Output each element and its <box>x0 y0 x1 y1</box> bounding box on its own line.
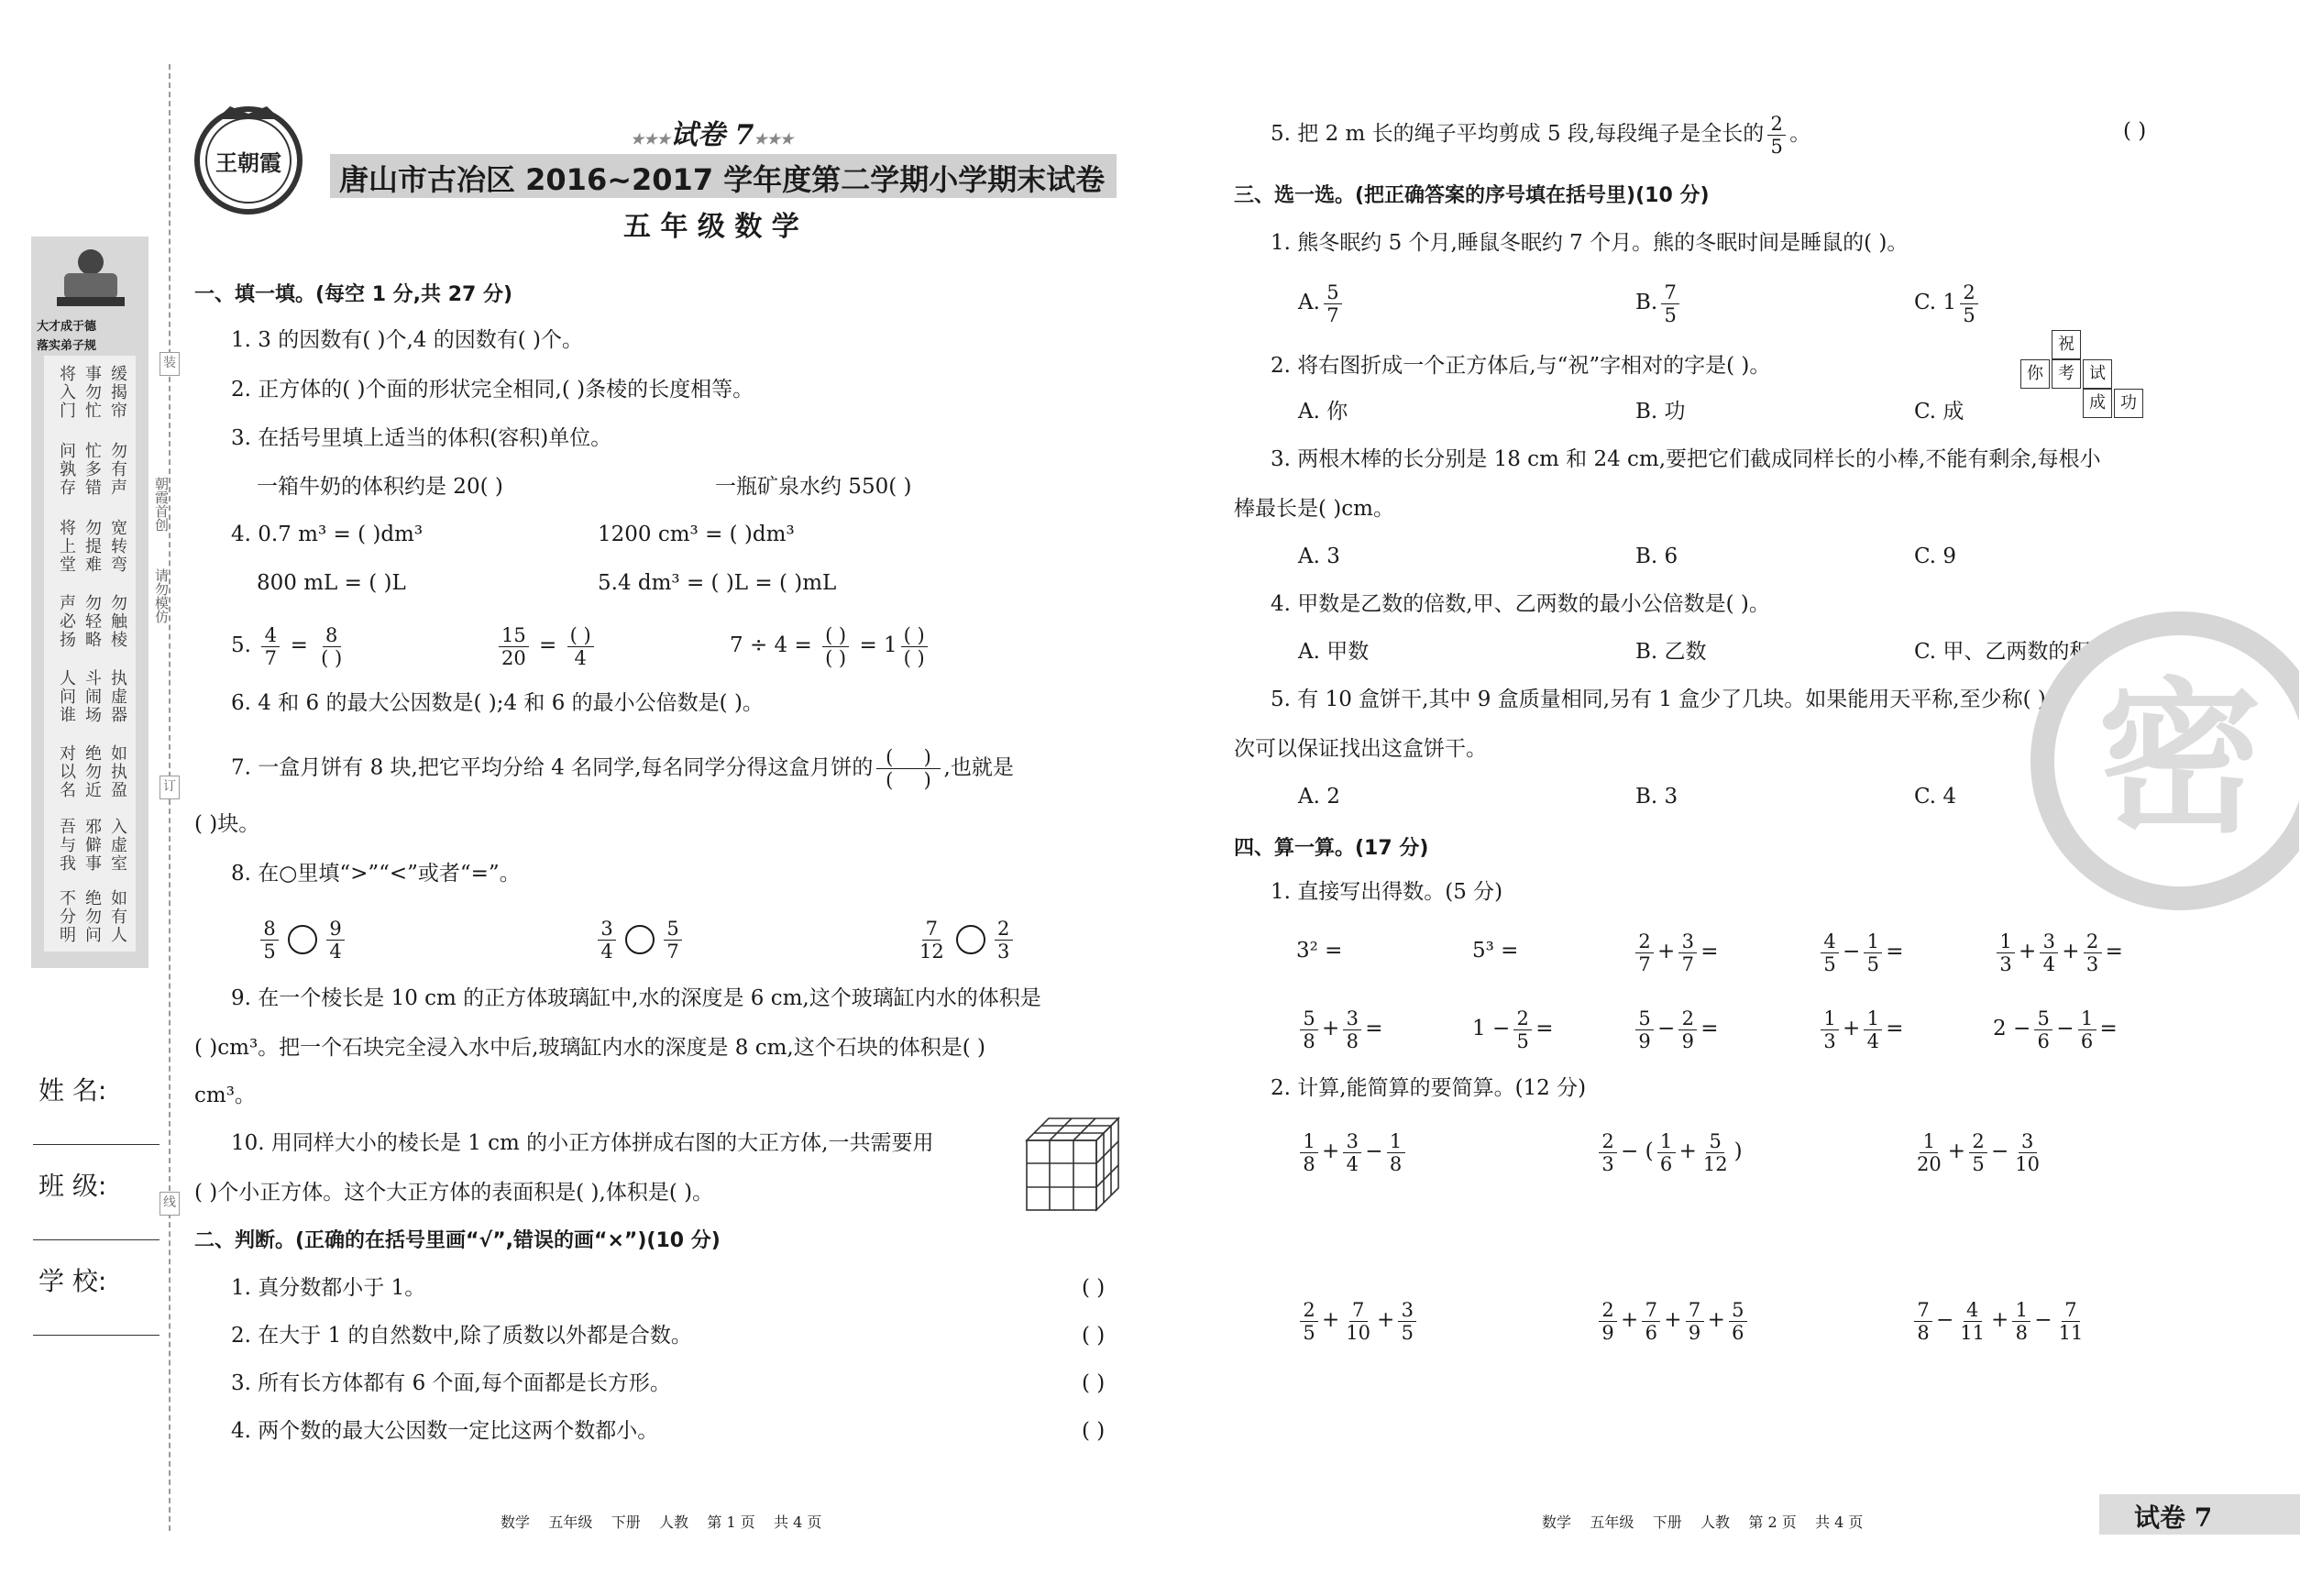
school-field-line[interactable] <box>33 1335 160 1336</box>
fraction-blank[interactable]: $\frac{( )}{( )}$ <box>876 746 940 791</box>
paper-tag-text: 试卷 7 <box>670 119 754 151</box>
calc-item: $\frac{1}{3}$ + $\frac{1}{4}$ = <box>1817 1003 1904 1054</box>
sidebar-verse-col: 勿轻略 <box>83 594 102 649</box>
fraction-denominator[interactable]: ( ) <box>321 646 343 669</box>
sidebar-verse-col: 勿提难 <box>83 519 102 574</box>
sidebar-verse-col: 勿触棱 <box>108 594 127 649</box>
net-cell: 祝 <box>2052 330 2081 359</box>
option-a[interactable]: A. 3 <box>1298 545 1340 568</box>
sidebar-verse-col: 邪僻事 <box>83 818 102 873</box>
question-1-4c: 800 mL = ( )L <box>257 571 406 595</box>
fraction-denominator: 7 <box>666 940 679 963</box>
question-1-3b: 一瓶矿泉水约 550( ) <box>715 475 912 499</box>
binding-marker: 装 <box>160 352 180 376</box>
sidebar-verse-col: 绝勿近 <box>83 744 102 799</box>
compare-circle[interactable] <box>625 925 655 954</box>
option-c[interactable]: C. 4 <box>1914 785 1957 809</box>
footer-left: 数学 五年级 下册 人教 第 1 页 共 4 页 <box>501 1513 822 1531</box>
question-1-10b: ( )个小正方体。这个大正方体的表面积是( ),体积是( )。 <box>194 1181 714 1205</box>
answer-bracket[interactable]: ( ) <box>1082 1276 1106 1300</box>
choice-question-3b: 棒最长是( )cm。 <box>1234 497 1394 521</box>
net-cell: 成 <box>2083 389 2112 418</box>
fraction-denominator: 4 <box>574 646 587 669</box>
q7-text: ,也就是 <box>943 755 1014 780</box>
answer-bracket[interactable]: ( ) <box>1082 1419 1106 1443</box>
net-cell: 你 <box>2020 359 2050 389</box>
fraction-numerator: 8 <box>323 624 341 647</box>
question-1-4b: 1200 cm³ = ( )dm³ <box>598 523 795 546</box>
svg-text:密: 密 <box>2096 664 2263 855</box>
option-a[interactable]: A. 你 <box>1298 400 1348 424</box>
sidebar-verse-col: 勿有声 <box>108 442 127 497</box>
question-1-1: 1. 3 的因数有( )个,4 的因数有( )个。 <box>231 328 583 352</box>
option-c[interactable]: C. 甲、乙两数的积 <box>1914 640 2091 664</box>
vertical-note: 请勿模仿 <box>153 568 170 623</box>
fraction-numerator: 15 <box>499 624 529 647</box>
paper-tag: ★★★试卷 7★★★ <box>631 119 794 151</box>
fraction-denominator: 7 <box>264 646 277 669</box>
calc-item: $\frac{1}{20}$ + $\frac{2}{5}$ − $\frac{3}{10}$ <box>1917 1129 2041 1175</box>
fraction-numerator: 8 <box>260 918 279 941</box>
calc-item: 5³ = <box>1472 939 1519 963</box>
fraction-numerator: 2 <box>1767 113 1786 136</box>
option-b[interactable]: B. 3 <box>1635 785 1678 809</box>
page-subtitle: 五 年 级 数 学 <box>623 211 799 243</box>
fraction-denominator: 12 <box>919 940 944 963</box>
sidebar-motto-2: 落实弟子规 <box>37 339 97 353</box>
cube-net <box>2020 330 2300 422</box>
calc-item: 3² = <box>1296 939 1343 963</box>
question-1-7c: ( )块。 <box>194 812 260 836</box>
fraction-numerator: 5 <box>664 918 682 941</box>
sidebar-verse-col: 忙多错 <box>83 442 102 497</box>
sidebar-verse-col: 如执盈 <box>108 744 127 799</box>
fraction-denominator: 3 <box>997 940 1010 963</box>
compare-pair <box>257 913 348 964</box>
question-1-8: 8. 在○里填“>”“<”或者“=”。 <box>231 862 521 886</box>
fraction[interactable] <box>318 624 345 669</box>
sidebar-verse-col: 事勿忙 <box>83 365 102 420</box>
calc-item: $\frac{4}{5}$ − $\frac{1}{5}$ = <box>1817 926 1904 977</box>
sidebar-verse-col: 入虚室 <box>108 818 127 873</box>
calc-item: $\frac{1}{3}$ + $\frac{3}{4}$ + $\frac{2}{3}$ = <box>1993 926 2123 977</box>
school-label: 学 校: <box>39 1266 107 1296</box>
question-1-5b: $\frac{15}{20}$ = $\frac{( )}{4}$ <box>495 620 598 671</box>
option-b[interactable]: B. $\frac{7}{5}$ <box>1635 277 1683 328</box>
footer-right: 数学 五年级 下册 人教 第 2 页 共 4 页 <box>1542 1513 1864 1531</box>
section-3-title: 三、选一选。(把正确答案的序号填在括号里)(10 分) <box>1234 184 1710 207</box>
expression: = 1 <box>859 633 897 657</box>
sidebar-verse-col: 对以名 <box>57 744 76 799</box>
fraction-numerator[interactable]: ( ) <box>567 624 594 647</box>
fraction-numerator: 3 <box>598 918 616 941</box>
option-a[interactable]: A. 甲数 <box>1298 640 1370 664</box>
fraction[interactable] <box>822 624 849 669</box>
fraction[interactable] <box>901 624 928 669</box>
question-1-7 <box>231 746 1014 791</box>
judge-item-5: 5. 把 2 m 长的绳子平均剪成 5 段,每段绳子是全长的 $\frac{2}{5}$ 。 <box>1271 112 1811 158</box>
sidebar-verse-col: 执虚器 <box>108 669 127 724</box>
expression: 7 ÷ 4 = <box>730 633 812 657</box>
class-field-line[interactable] <box>33 1239 160 1240</box>
vertical-note: 朝霞首创 <box>153 477 170 532</box>
q7-text: 7. 一盒月饼有 8 块,把它平均分给 4 名同学,每名同学分得这盒月饼的 <box>231 755 874 780</box>
calc-item: $\frac{1}{8}$ + $\frac{3}{4}$ − $\frac{1}{8}$ <box>1296 1126 1409 1177</box>
sidebar-verse-col: 宽转弯 <box>108 519 127 574</box>
option-c[interactable]: C. 1 $\frac{2}{5}$ <box>1914 277 1982 328</box>
question-1-3: 3. 在括号里填上适当的体积(容积)单位。 <box>231 426 612 450</box>
calc-item: $\frac{2}{3}$ − ( $\frac{1}{6}$ + $\frac{5}{12}$ ) <box>1595 1126 1743 1177</box>
section-4-title: 四、算一算。(17 分) <box>1234 837 1429 860</box>
cube-figure <box>1023 1115 1133 1214</box>
question-1-2: 2. 正方体的( )个面的形状完全相同,( )条棱的长度相等。 <box>231 378 754 402</box>
footer-tag: 试卷 7 <box>2134 1502 2213 1533</box>
question-1-4a: 4. 0.7 m³ = ( )dm³ <box>231 523 424 546</box>
fraction <box>261 624 280 669</box>
option-c[interactable]: C. 成 <box>1914 400 1964 424</box>
calc-item: $\frac{2}{5}$ + $\frac{7}{10}$ + $\frac{3}{5}$ <box>1296 1294 1420 1346</box>
fraction-numerator: 2 <box>995 918 1013 941</box>
question-1-9b: ( )cm³。把一个石块完全浸入水中后,玻璃缸内水的深度是 8 cm,这个石块的体积是( ) <box>194 1036 985 1060</box>
calc-item: $\frac{2}{9}$ + $\frac{7}{6}$ + $\frac{7}{9}$ + $\frac{5}{6}$ <box>1595 1294 1751 1346</box>
sidebar-verse-col: 吾与我 <box>57 818 76 873</box>
section-4-sub1: 1. 直接写出得数。(5 分) <box>1271 880 1503 904</box>
choice-question-2: 2. 将右图折成一个正方体后,与“祝”字相对的字是( )。 <box>1271 354 1771 378</box>
binding-marker: 订 <box>160 776 180 799</box>
question-1-9a: 9. 在一个棱长是 10 cm 的正方体玻璃缸中,水的深度是 6 cm,这个玻璃缸内水的体积是 <box>231 986 1041 1010</box>
choice-question-5b: 次可以保证找出这盒饼干。 <box>1234 737 1487 761</box>
fraction <box>499 624 529 669</box>
option-c[interactable]: C. 9 <box>1914 545 1957 568</box>
fraction-numerator: 9 <box>326 918 345 941</box>
section-2-title: 二、判断。(正确的在括号里画“√”,错误的画“×”)(10 分) <box>194 1229 721 1252</box>
option-b[interactable]: B. 功 <box>1635 400 1686 424</box>
compare-pair <box>913 913 1017 964</box>
answer-bracket[interactable]: ( ) <box>2123 119 2147 143</box>
q5-label: 5. <box>231 633 251 657</box>
calc-item: $\frac{5}{9}$ − $\frac{2}{9}$ = <box>1632 1003 1719 1054</box>
logo-text: 王朝霞 <box>215 149 281 176</box>
fraction-denominator: 5 <box>1770 135 1783 158</box>
fraction-denominator[interactable]: ( ) <box>903 646 925 669</box>
fraction-numerator[interactable]: ( ) <box>822 624 849 647</box>
sidebar-verse-col: 绝勿问 <box>83 889 102 944</box>
question-1-6: 6. 4 和 6 的最大公因数是( );4 和 6 的最小公倍数是( )。 <box>231 691 764 715</box>
sidebar-verse-col: 问孰存 <box>57 442 76 497</box>
page-title: 唐山市古冶区 2016~2017 学年度第二学期小学期末试卷 <box>339 162 1106 197</box>
sidebar-motto-1: 大才成于德 <box>37 320 97 334</box>
sidebar-verse-col: 如有人 <box>108 889 127 944</box>
answer-bracket[interactable]: ( ) <box>1082 1324 1106 1348</box>
fraction-numerator: 7 <box>922 918 941 941</box>
compare-circle[interactable] <box>288 925 317 954</box>
question-1-5c <box>730 620 931 671</box>
question-1-10a: 10. 用同样大小的棱长是 1 cm 的小正方体拼成右图的大正方体,一共需要用 <box>231 1131 934 1155</box>
fraction-denominator: 20 <box>501 646 526 669</box>
sidebar-verse-col: 不分明 <box>57 889 76 944</box>
calc-item: 2 − $\frac{5}{6}$ − $\frac{1}{6}$ = <box>1993 1007 2118 1052</box>
fraction-denominator: 4 <box>329 940 342 963</box>
question-1-9c: cm³。 <box>194 1084 256 1107</box>
sidebar-verse-col: 声必扬 <box>57 594 76 649</box>
fraction-numerator: 4 <box>261 624 280 647</box>
calc-item: $\frac{2}{7}$ + $\frac{3}{7}$ = <box>1632 926 1719 977</box>
option-b[interactable]: B. 6 <box>1635 545 1678 568</box>
option-a[interactable]: A. $\frac{5}{7}$ <box>1298 277 1346 328</box>
sidebar-verse-col: 将入门 <box>57 365 76 420</box>
section-1-title: 一、填一填。(每空 1 分,共 27 分) <box>194 283 513 306</box>
scholar-illustration <box>51 246 130 312</box>
compare-circle[interactable] <box>956 925 985 954</box>
fraction-denominator[interactable]: ( ) <box>825 646 847 669</box>
judge-item: 1. 真分数都小于 1。 <box>231 1276 426 1300</box>
answer-bracket[interactable]: ( ) <box>1082 1371 1106 1395</box>
judge-item-5-text: 5. 把 2 m 长的绳子平均剪成 5 段,每段绳子是全长的 <box>1271 122 1765 146</box>
fraction-numerator[interactable]: ( ) <box>901 624 928 647</box>
judge-item: 3. 所有长方体都有 6 个面,每个面都是长方形。 <box>231 1371 671 1395</box>
net-cell: 考 <box>2052 359 2081 389</box>
net-cell: 试 <box>2083 359 2112 389</box>
compare-pair <box>594 913 686 964</box>
choice-question-4: 4. 甲数是乙数的倍数,甲、乙两数的最小公倍数是( )。 <box>1271 592 1770 616</box>
name-label: 姓 名: <box>39 1075 107 1106</box>
judge-item: 2. 在大于 1 的自然数中,除了质数以外都是合数。 <box>231 1324 692 1348</box>
sidebar-verse-col: 人问谁 <box>57 669 76 724</box>
choice-question-3a: 3. 两根木棒的长分别是 18 cm 和 24 cm,要把它们截成同样长的小棒,不能有剩余,每根小 <box>1271 447 2101 471</box>
calc-item: $\frac{7}{8}$ − $\frac{4}{11}$ + $\frac{1}{8}$ − $\frac{7}{11}$ <box>1910 1294 2089 1346</box>
watermark-seal <box>2024 605 2299 917</box>
question-1-3a: 一箱牛奶的体积约是 20( ) <box>257 475 503 499</box>
sidebar-verse-col: 斗闹场 <box>83 669 102 724</box>
question-1-5: 5. $\frac{4}{7}$ = $\frac{8}{( )}$ <box>231 620 348 671</box>
option-a[interactable]: A. 2 <box>1298 785 1340 809</box>
judge-item: 4. 两个数的最大公因数一定比这两个数都小。 <box>231 1419 659 1443</box>
fraction-denominator: 4 <box>600 940 613 963</box>
question-1-4d: 5.4 dm³ = ( )L = ( )mL <box>598 571 837 595</box>
fraction[interactable] <box>567 624 594 669</box>
fraction-denominator: 5 <box>263 940 276 963</box>
sidebar-verse-col: 将上堂 <box>57 519 76 574</box>
name-field-line[interactable] <box>33 1144 160 1145</box>
option-b[interactable]: B. 乙数 <box>1635 640 1707 664</box>
net-cell: 功 <box>2114 389 2143 418</box>
binding-marker: 线 <box>160 1192 180 1216</box>
class-label: 班 级: <box>39 1171 107 1201</box>
choice-question-5a: 5. 有 10 盒饼干,其中 9 盒质量相同,另有 1 盒少了几块。如果能用天平称,至少称( ) <box>1271 688 2046 711</box>
sidebar-verse-col: 缓揭帘 <box>108 365 127 420</box>
calc-item: $\frac{5}{8}$ + $\frac{3}{8}$ = <box>1296 1003 1383 1054</box>
calc-item: 1 − $\frac{2}{5}$ = <box>1472 1007 1554 1052</box>
section-4-sub2: 2. 计算,能简算的要简算。(12 分) <box>1271 1076 1587 1100</box>
choice-question-1: 1. 熊冬眠约 5 个月,睡鼠冬眠约 7 个月。熊的冬眠时间是睡鼠的( )。 <box>1271 231 1909 255</box>
publisher-logo <box>189 101 308 220</box>
